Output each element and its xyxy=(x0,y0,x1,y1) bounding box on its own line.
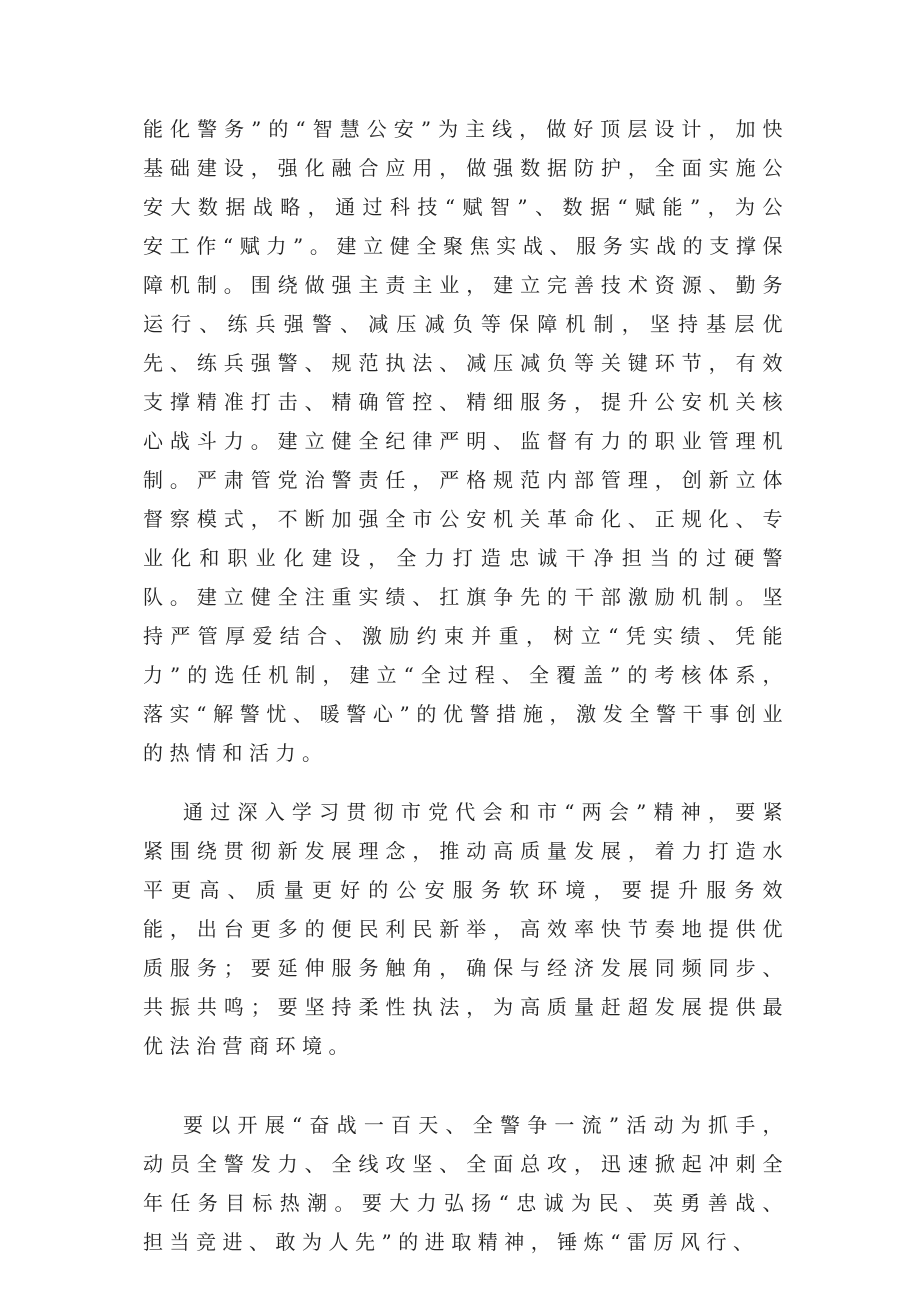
document-page xyxy=(143,110,789,1262)
paragraph-1: 能化警务”的“智慧公安”为主线，做好顶层设计，加快基础建设，强化融合应用，做强数据防护，全面实施公安大数据战略，通过科技“赋智”、数据“赋能”，为公安工作“赋力”。建立健全聚焦实战、服务实战的支撑保障机制。围绕做强主责主业，建立完善技术资源、勤务运行、练兵强警、减压减负等保障机制，坚持基层优先、练兵强警、规范执法、减压减负等关键环节，有效支撑精准打击、精确管控、精细服务，提升公安机关核心战斗力。建立健全纪律严明、监督有力的职业管理机制。严肃管党治警责任，严格规范内部管理，创新立体督察模式，不断加强全市公安机关革命化、正规化、专业化和职业化建设，全力打造忠诚干净担当的过硬警队。建立健全注重实绩、扛旗争先的干部激励机制。坚持严管厚爱结合、激励约束并重，树立“凭实绩、凭能力”的选任机制，建立“全过程、全覆盖”的考核体系，落实“解警忧、暖警心”的优警措施，激发全警干事创业的热情和活力。 xyxy=(143,117,789,765)
paragraph-2: 通过深入学习贯彻市党代会和市“两会”精神，要紧紧围绕贯彻新发展理念，推动高质量发展，着力打造水平更高、质量更好的公安服务软环境，要提升服务效能，出台更多的便民利民新举，高效率快节奏地提供优质服务；要延伸服务触角，确保与经济发展同频同步、共振共鸣；要坚持柔性执法，为高质量赶超发展提供最优法治营商环境。 xyxy=(143,800,789,1058)
paragraph-3: 要以开展“奋战一百天、全警争一流”活动为抓手，动员全警发力、全线攻坚、全面总攻，迅速掀起冲刺全年任务目标热潮。要大力弘扬“忠诚为民、英勇善战、担当竞进、敢为人先”的进取精神，锤炼“雷厉风行、 xyxy=(143,1113,789,1254)
paragraph-spacer xyxy=(143,773,789,793)
paragraph-spacer xyxy=(143,1066,789,1106)
